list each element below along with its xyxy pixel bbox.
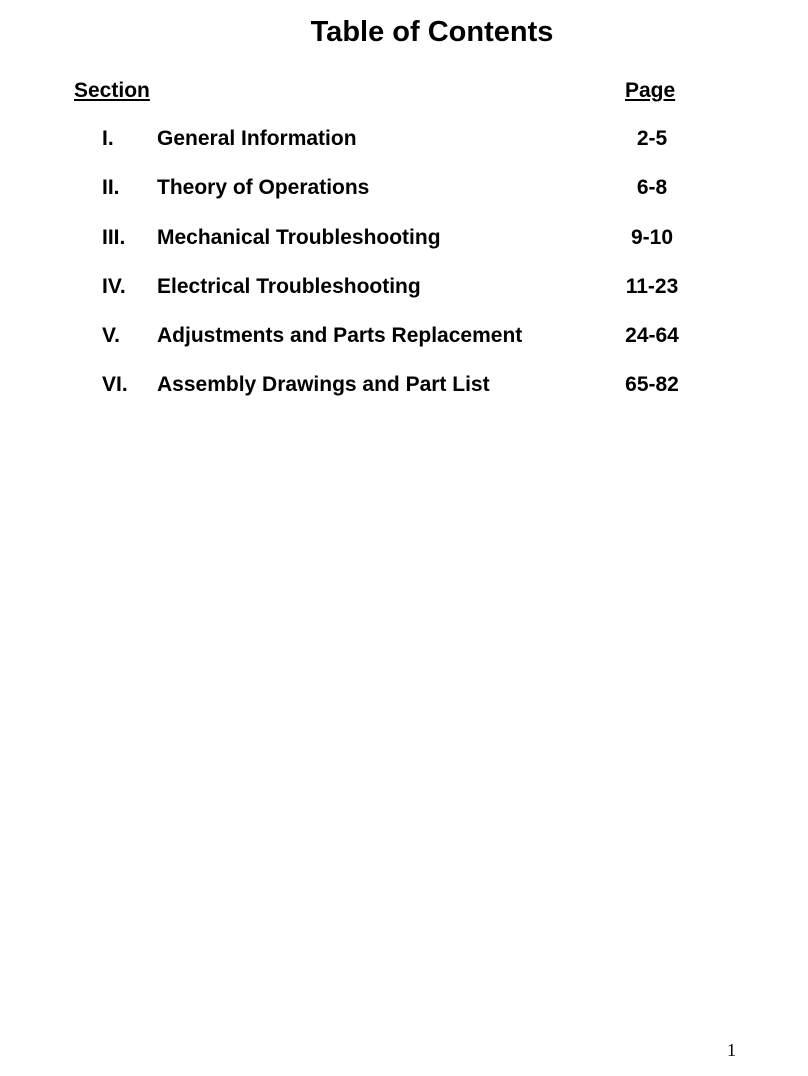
section-column-header: Section [74, 79, 150, 102]
toc-entry [0, 175, 808, 224]
toc-entry-number: III. [102, 225, 126, 249]
toc-entry-number: V. [102, 324, 120, 348]
toc-entry-number: IV. [102, 274, 126, 298]
toc-entry-title: Adjustments and Parts Replacement [157, 324, 523, 348]
toc-header [74, 78, 694, 104]
toc-entry [0, 274, 808, 323]
toc-entry-pages: 6-8 [636, 176, 668, 200]
toc-entry [0, 323, 808, 372]
toc-entry-number: II. [102, 176, 120, 200]
toc-entry-pages: 9-10 [630, 225, 674, 249]
toc-entry-pages: 65-82 [625, 373, 679, 397]
toc-list [0, 126, 808, 422]
toc-entry-title: Theory of Operations [157, 176, 370, 200]
page-title: Table of Contents [310, 16, 554, 48]
toc-entry [0, 225, 808, 274]
page-number: 1 [727, 1040, 736, 1060]
page-column-header: Page [625, 79, 676, 102]
toc-entry-number: I. [102, 127, 114, 150]
toc-entry [0, 372, 808, 421]
toc-entry [0, 126, 808, 175]
toc-entry-pages: 11-23 [625, 274, 679, 298]
toc-entry-number: VI. [102, 373, 128, 397]
toc-entry-title: Mechanical Troubleshooting [157, 225, 441, 249]
toc-entry-title: General Information [157, 127, 357, 150]
toc-entry-title: Electrical Troubleshooting [157, 274, 421, 298]
toc-entry-pages: 2-5 [636, 127, 668, 150]
toc-entry-pages: 24-64 [625, 324, 679, 348]
toc-entry-title: Assembly Drawings and Part List [157, 373, 490, 397]
